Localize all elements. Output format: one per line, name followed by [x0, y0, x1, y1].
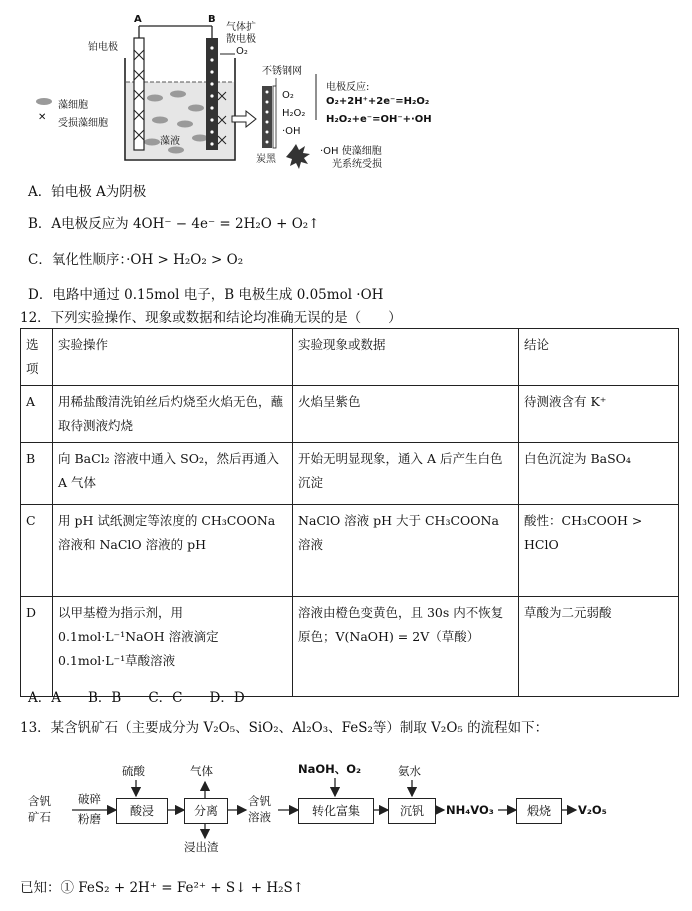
- row-d-conclusion: 草酸为二元弱酸: [519, 597, 679, 697]
- flow-reagent: NaOH、O₂: [298, 762, 362, 776]
- row-d-option: D: [21, 597, 53, 697]
- q12-answer-choices: A．A B．B C．C D．D: [28, 690, 245, 706]
- table-row: [21, 443, 679, 505]
- mid-oh-label: ·OH: [282, 126, 301, 137]
- flow-gas: 气体: [190, 764, 213, 778]
- gas-diffusion-label-2: 散电极: [226, 34, 256, 45]
- flow-product: V₂O₅: [578, 803, 607, 817]
- q11-option-c: C．氧化性顺序：·OH > H₂O₂ > O₂: [28, 252, 244, 268]
- flow-ammonia: 氨水: [398, 764, 421, 778]
- mid-o2-label: O₂: [282, 90, 294, 101]
- algae-liquid-label: 藻液: [160, 136, 180, 147]
- effect-line-2: 光系统受损: [332, 159, 382, 170]
- flow-precip-box: 沉钒: [388, 798, 436, 824]
- stainless-mesh-label: 不锈钢网: [262, 66, 302, 77]
- label-b: B: [208, 14, 216, 25]
- platinum-electrode-label: 铂电极: [88, 42, 118, 53]
- header-operation: 实验操作: [53, 329, 293, 386]
- legend-algae-label: 藻细胞: [58, 100, 88, 111]
- reaction-title: 电极反应:: [326, 82, 370, 93]
- q12-table: [20, 328, 679, 697]
- o2-inlet-label: O₂: [236, 46, 248, 57]
- damaged-cell-icon: ✕: [38, 112, 47, 123]
- row-d-operation: 以甲基橙为指示剂，用 0.1mol·L⁻¹NaOH 溶液滴定 0.1mol·L⁻¹草酸溶液: [53, 597, 293, 697]
- flow-enrich-box: 转化富集: [298, 798, 374, 824]
- flow-calcine-box: 煅烧: [516, 798, 562, 824]
- q11-option-b: B．A电极反应为 4OH⁻ − 4e⁻ = 2H₂O + O₂↑: [28, 216, 320, 232]
- effect-line-1: ·OH 使藻细胞: [320, 146, 382, 157]
- flow-residue: 浸出渣: [184, 840, 219, 854]
- carbon-black-label: 炭黑: [256, 154, 276, 165]
- flow-solution-2: 溶液: [248, 810, 271, 824]
- row-b-operation: 向 BaCl₂ 溶液中通入 SO₂，然后再通入 A 气体: [53, 443, 293, 505]
- row-b-conclusion: 白色沉淀为 BaSO₄: [519, 443, 679, 505]
- electrolysis-diagram: [30, 14, 450, 170]
- table-header-row: [21, 329, 679, 386]
- header-conclusion: 结论: [519, 329, 679, 386]
- row-c-operation: 用 pH 试纸测定等浓度的 CH₃COONa 溶液和 NaClO 溶液的 pH: [53, 505, 293, 597]
- header-option: 选项: [21, 329, 53, 386]
- legend-algae-icon: [36, 98, 52, 105]
- row-a-operation: 用稀盐酸清洗铂丝后灼烧至火焰无色，蘸取待测液灼烧: [53, 386, 293, 443]
- label-a: A: [134, 14, 142, 25]
- row-b-phenomenon: 开始无明显现象，通入 A 后产生白色沉淀: [293, 443, 519, 505]
- table-row: [21, 386, 679, 443]
- reaction-1: O₂+2H⁺+2e⁻=H₂O₂: [326, 96, 430, 107]
- q13-known-condition: 已知：① FeS₂ + 2H⁺ = Fe²⁺ + S↓ + H₂S↑: [20, 880, 305, 896]
- mid-h2o2-label: H₂O₂: [282, 108, 306, 119]
- legend-damaged-label: 受损藻细胞: [58, 118, 108, 129]
- flow-start-2: 矿石: [28, 810, 51, 824]
- row-d-phenomenon: 溶液由橙色变黄色，且 30s 内不恢复原色；V(NaOH) = 2V（草酸）: [293, 597, 519, 697]
- flow-leach-box: 酸浸: [116, 798, 168, 824]
- process-flow-diagram: [20, 758, 670, 858]
- header-phenomenon: 实验现象或数据: [293, 329, 519, 386]
- row-c-phenomenon: NaClO 溶液 pH 大于 CH₃COONa 溶液: [293, 505, 519, 597]
- reaction-2: H₂O₂+e⁻=OH⁻+·OH: [326, 114, 432, 125]
- row-a-phenomenon: 火焰呈紫色: [293, 386, 519, 443]
- table-row: [21, 597, 679, 697]
- flow-nh4vo3: NH₄VO₃: [446, 803, 494, 817]
- flow-separate-box: 分离: [184, 798, 228, 824]
- table-row: [21, 505, 679, 597]
- flow-start-1: 含钒: [28, 794, 51, 808]
- row-b-option: B: [21, 443, 53, 505]
- q13-stem: 13．某含钒矿石（主要成分为 V₂O₅、SiO₂、Al₂O₃、FeS₂等）制取 V₂O₅ 的流程如下：: [20, 720, 549, 736]
- gas-diffusion-label-1: 气体扩: [226, 22, 256, 33]
- row-c-option: C: [21, 505, 53, 597]
- flow-acid: 硫酸: [122, 764, 145, 778]
- flow-solution-1: 含钒: [248, 794, 271, 808]
- row-a-option: A: [21, 386, 53, 443]
- row-a-conclusion: 待测液含有 K⁺: [519, 386, 679, 443]
- row-c-conclusion: 酸性：CH₃COOH > HClO: [519, 505, 679, 597]
- flow-crush-1: 破碎: [78, 792, 101, 806]
- q11-option-d: D．电路中通过 0.15mol 电子，B 电极生成 0.05mol ·OH: [28, 287, 384, 303]
- q12-stem: 12．下列实验操作、现象或数据和结论均准确无误的是（ ）: [20, 310, 402, 326]
- flow-crush-2: 粉磨: [78, 812, 101, 826]
- q11-option-a: A．铂电极 A为阴极: [28, 184, 147, 200]
